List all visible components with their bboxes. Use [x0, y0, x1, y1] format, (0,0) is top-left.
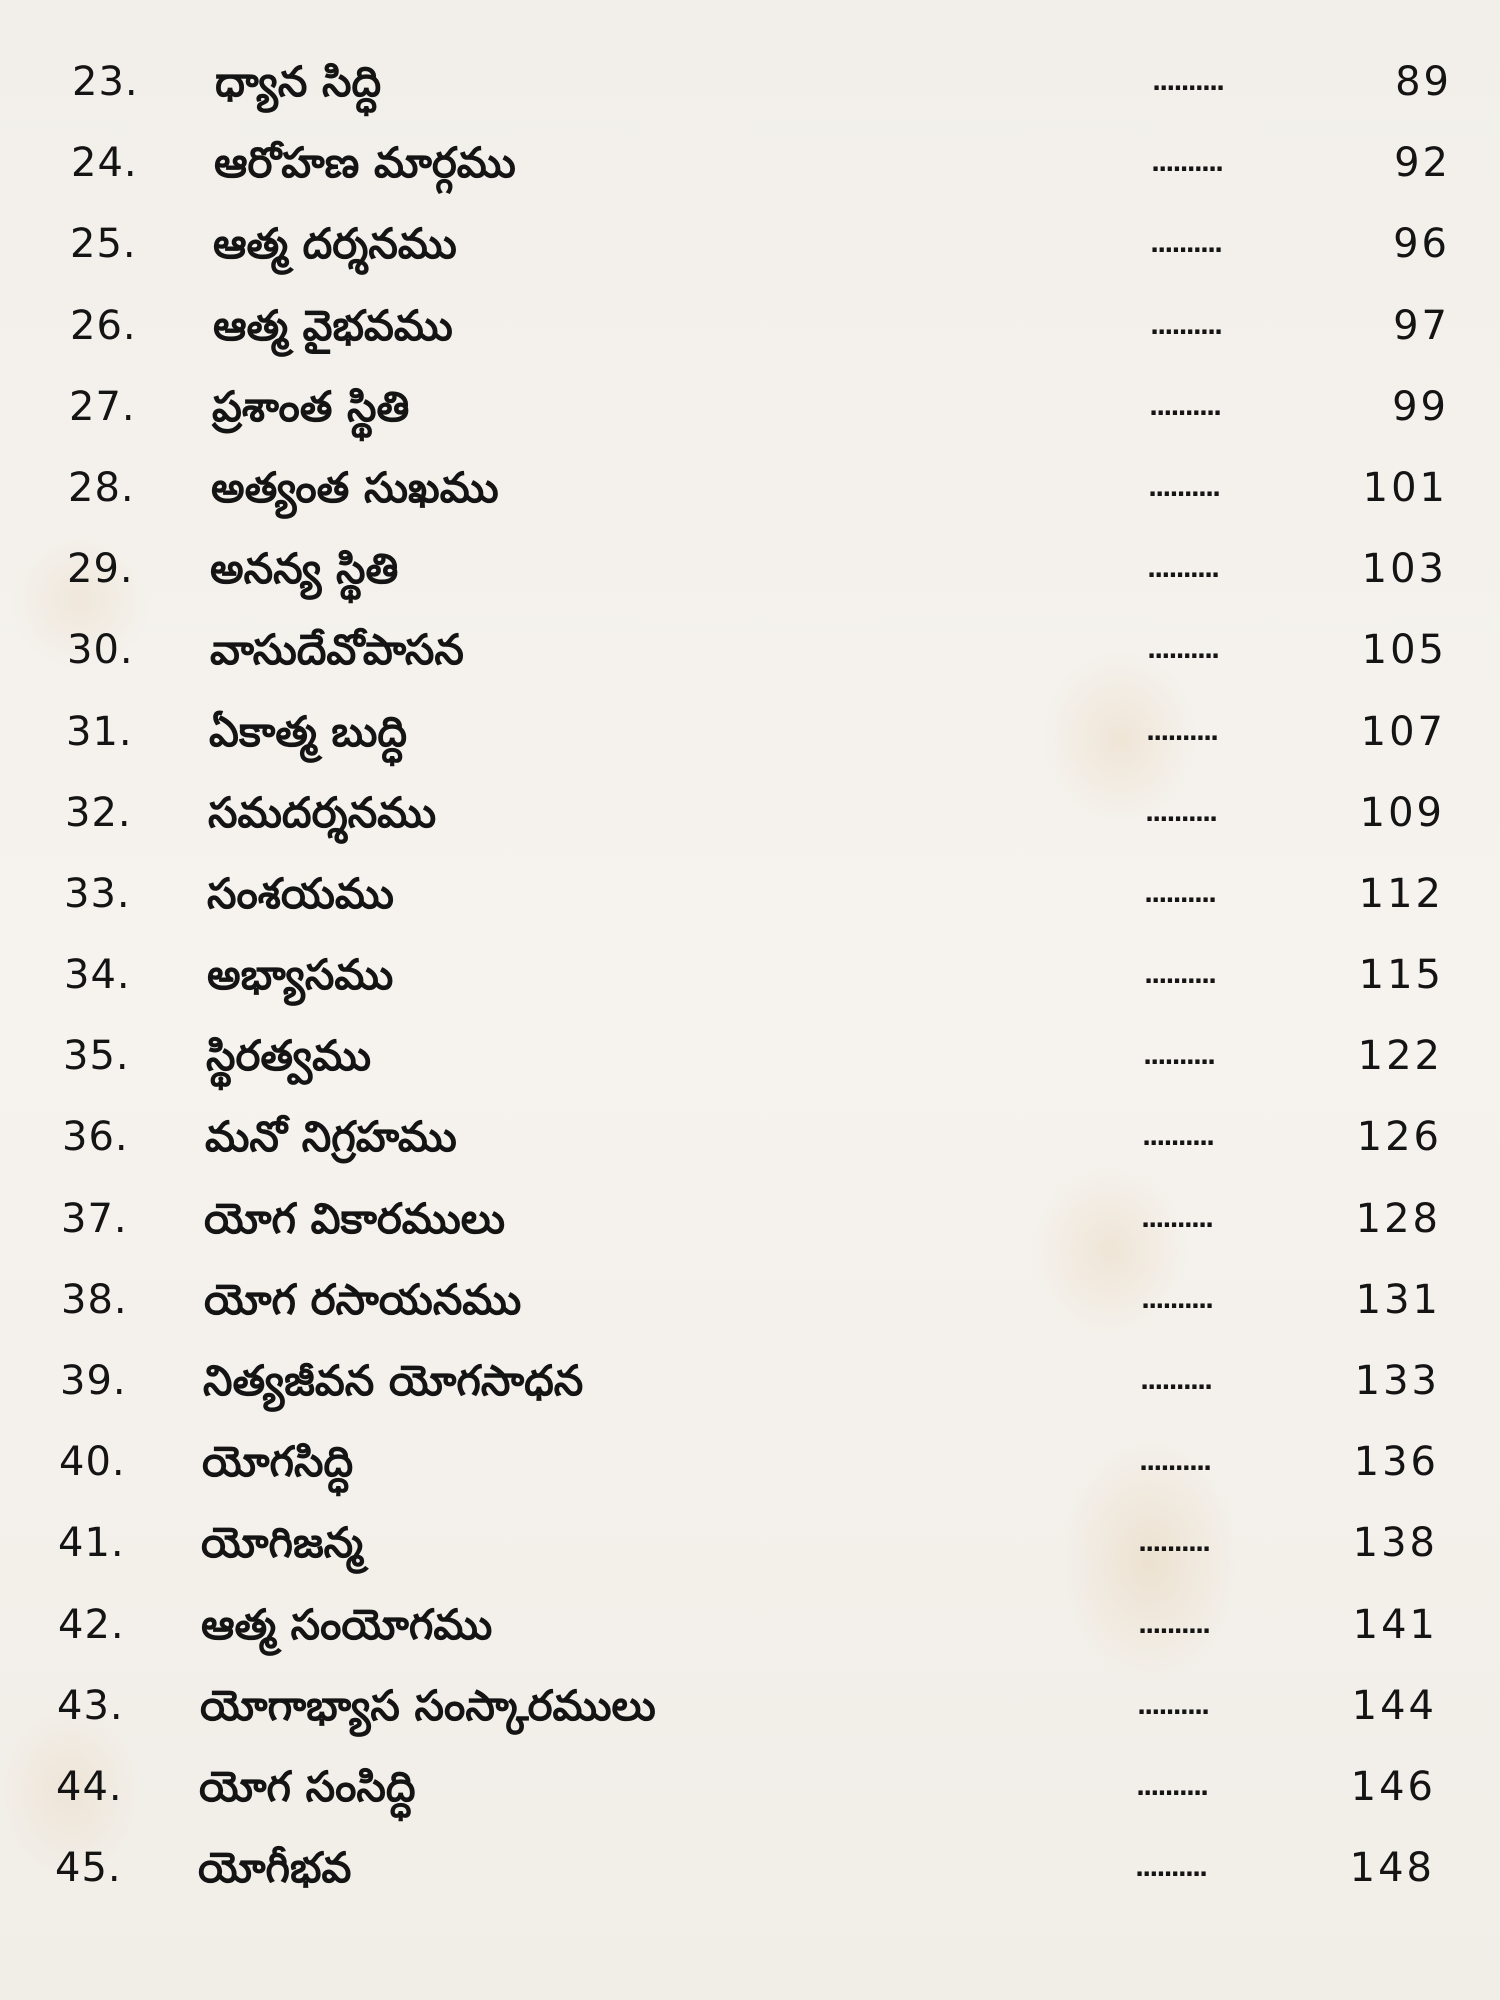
page-number: 126: [1356, 1114, 1442, 1161]
entry-title: యోగిజన్మ: [201, 1518, 364, 1568]
toc-entry: [0, 1107, 1500, 1188]
dot-leader: ..........: [1136, 1772, 1208, 1801]
dot-leader: ..........: [1149, 392, 1221, 421]
entry-title: యోగ రసాయనము: [204, 1274, 522, 1324]
entry-number: 44.: [56, 1763, 123, 1810]
entry-number: 37.: [61, 1195, 128, 1242]
entry-number: 34.: [64, 952, 131, 999]
toc-entry: [0, 1351, 1500, 1432]
entry-number: 43.: [57, 1682, 124, 1729]
toc-entry: [0, 1513, 1500, 1594]
entry-number: 38.: [61, 1276, 128, 1323]
toc-entry: [0, 458, 1500, 539]
entry-number: 25.: [70, 221, 137, 268]
entry-title: ధ్యాన సిద్ధి: [215, 57, 382, 106]
page-number: 107: [1360, 708, 1446, 755]
entry-title: అత్యంత సుఖము: [211, 462, 499, 512]
toc-entry: [0, 539, 1500, 620]
page-number: 105: [1361, 627, 1447, 674]
page-number: 96: [1393, 221, 1450, 268]
page-number: 148: [1349, 1845, 1435, 1892]
entry-number: 41.: [58, 1520, 125, 1567]
entry-number: 36.: [62, 1114, 129, 1161]
dot-leader: ..........: [1146, 717, 1218, 746]
page-number: 128: [1355, 1195, 1441, 1242]
page-number: 141: [1352, 1601, 1438, 1648]
toc-entry: [0, 1676, 1500, 1757]
entry-title: యోగసిద్ధి: [202, 1437, 354, 1487]
toc-entry: [0, 1432, 1500, 1513]
entry-number: 24.: [71, 140, 138, 187]
entry-title: అనన్య స్థితి: [210, 544, 399, 594]
entry-number: 35.: [63, 1033, 130, 1080]
toc-entry: [0, 783, 1500, 864]
entry-title: స్థిరత్వము: [206, 1031, 372, 1081]
entry-title: ఆత్మ వైభవము: [213, 300, 453, 350]
toc-entry: [0, 864, 1500, 945]
entry-title: యోగాభ్యాస సంస్కారములు: [200, 1680, 656, 1730]
toc-entry: [0, 1189, 1500, 1270]
toc-entry: [0, 1270, 1500, 1351]
dot-leader: ..........: [1152, 68, 1224, 96]
dot-leader: ..........: [1145, 798, 1217, 827]
entry-title: ఆత్మ దర్శనము: [213, 219, 457, 269]
entry-number: 40.: [59, 1439, 126, 1486]
page-number: 133: [1354, 1358, 1440, 1404]
toc-entry: [0, 1595, 1500, 1676]
toc-entry: [0, 702, 1500, 783]
page-number: 97: [1393, 302, 1450, 349]
entry-title: నిత్యజీవన యోగసాధన: [203, 1356, 584, 1405]
page-number: 138: [1352, 1520, 1438, 1567]
toc-entry: [0, 214, 1500, 295]
entry-number: 28.: [68, 464, 135, 511]
entry-number: 31.: [66, 708, 133, 755]
entry-title: ఆత్మ సంయోగము: [201, 1599, 493, 1649]
dot-leader: ..........: [1143, 1042, 1215, 1071]
toc-entry: [0, 133, 1500, 214]
dot-leader: ..........: [1141, 1285, 1213, 1314]
dot-leader: ..........: [1142, 1123, 1214, 1152]
entry-title: ఏకాత్మ బుద్ధి: [209, 706, 408, 756]
page-number: 146: [1350, 1763, 1436, 1810]
toc-entry: [0, 296, 1500, 377]
dot-leader: ..........: [1150, 230, 1222, 259]
dot-leader: ..........: [1147, 555, 1219, 584]
entry-number: 29.: [67, 546, 134, 593]
entry-number: 23.: [72, 59, 139, 105]
entry-number: 26.: [70, 302, 137, 349]
entry-title: మనో నిగ్రహము: [205, 1112, 457, 1162]
dot-leader: ..........: [1144, 879, 1216, 908]
page-number: 136: [1353, 1439, 1439, 1486]
page-number: 101: [1362, 464, 1448, 511]
entry-title: ఆరోహణ మార్గము: [214, 138, 516, 188]
toc-entry: [0, 377, 1500, 458]
entry-title: యోగ వికారములు: [204, 1193, 506, 1243]
page-number: 109: [1359, 789, 1445, 836]
toc-entry: [0, 52, 1500, 133]
page-number: 131: [1355, 1276, 1441, 1323]
dot-leader: ..........: [1148, 473, 1220, 502]
page-number: 122: [1357, 1033, 1443, 1080]
dot-leader: ..........: [1151, 149, 1223, 178]
entry-title: ప్రశాంత స్థితి: [212, 381, 410, 431]
page-number: 89: [1395, 59, 1452, 105]
dot-leader: ..........: [1138, 1610, 1210, 1639]
entry-title: వాసుదేవోపాసన: [210, 625, 464, 675]
entry-number: 45.: [55, 1845, 122, 1892]
entry-number: 33.: [64, 870, 131, 917]
entry-number: 32.: [65, 789, 132, 836]
entry-title: సమదర్శనము: [208, 787, 437, 837]
dot-leader: ..........: [1150, 311, 1222, 340]
dot-leader: ..........: [1138, 1529, 1210, 1558]
entry-title: అభ్యాసము: [207, 950, 394, 1000]
toc-entry: [0, 620, 1500, 701]
dot-leader: ..........: [1135, 1854, 1207, 1883]
entry-title: సంశయము: [207, 868, 394, 918]
entry-title: యోగ సంసిద్ధి: [199, 1761, 416, 1811]
dot-leader: ..........: [1140, 1367, 1212, 1395]
entry-number: 39.: [60, 1358, 127, 1404]
toc-entry: [0, 1757, 1500, 1838]
dot-leader: ..........: [1144, 961, 1216, 990]
entry-title: యోగీభవ: [198, 1843, 352, 1893]
entry-number: 27.: [69, 383, 136, 430]
page-number: 112: [1358, 870, 1444, 917]
page-number: 99: [1392, 383, 1449, 430]
toc-entry: [0, 945, 1500, 1026]
toc-entry: [0, 1026, 1500, 1107]
page-number: 144: [1351, 1682, 1437, 1729]
toc-entry: [0, 1838, 1500, 1919]
table-of-contents: [0, 52, 1500, 1919]
entry-number: 30.: [67, 627, 134, 674]
dot-leader: ..........: [1147, 636, 1219, 665]
page-number: 115: [1358, 952, 1444, 999]
dot-leader: ..........: [1141, 1204, 1213, 1233]
page-number: 103: [1361, 546, 1447, 593]
dot-leader: ..........: [1137, 1691, 1209, 1720]
dot-leader: ..........: [1139, 1448, 1211, 1477]
page-number: 92: [1394, 140, 1451, 187]
entry-number: 42.: [58, 1601, 125, 1648]
